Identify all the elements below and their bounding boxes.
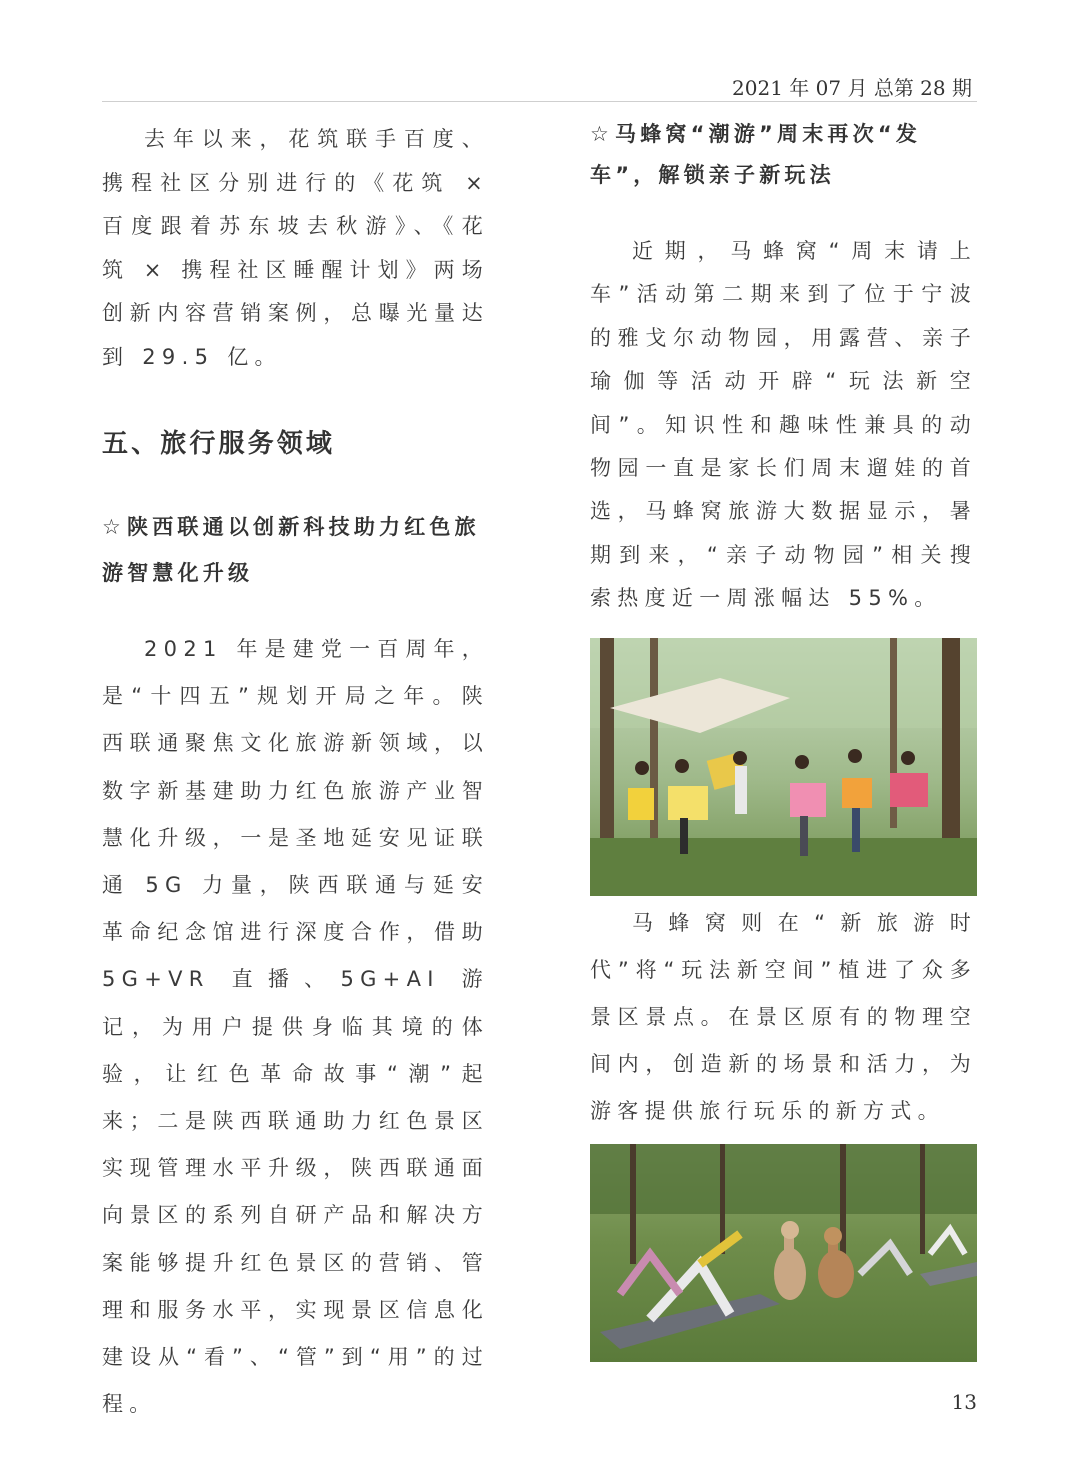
subtitle-mafengwo: [590, 114, 977, 196]
photo-kids-with-drawings: [590, 638, 977, 896]
subtitle-shaanxi-unicom: [102, 504, 489, 596]
photo-yoga-with-alpacas: [590, 1144, 977, 1362]
star-icon: ☆: [590, 122, 614, 146]
issue-header: 2021 年 07 月 总第 28 期: [732, 76, 972, 100]
subtitle-text: 马蜂窝“潮游”周末再次“发车”，解锁亲子新玩法: [590, 122, 922, 187]
header-rule: [102, 101, 977, 102]
page-number: 13: [951, 1390, 977, 1414]
left-column: [102, 118, 489, 1428]
right-column: [590, 114, 977, 621]
paragraph-mafengwo-new-travel: 马蜂窝则在“新旅游时代”将“玩法新空间”植进了众多景区景点。在景区原有的物理空间内，创造新的场景和活力，为游客提供旅行玩乐的新方式。: [590, 911, 977, 1123]
right-column-lower: [590, 900, 977, 1135]
section-title: 五、旅行服务领域: [102, 429, 335, 459]
subtitle-text: 陕西联通以创新科技助力红色旅游智慧化升级: [102, 515, 480, 585]
paragraph-mafengwo-zoo: 近期，马蜂窝“周末请上车”活动第二期来到了位于宁波的雅戈尔动物园，用露营、亲子瑜伽等活动开辟“玩法新空间”。知识性和趣味性兼具的动物园一直是家长们周末遛娃的首选，马蜂窝旅游大数据显示，暑期到来，“亲子动物园”相关搜索热度近一周涨幅达 55%。: [590, 239, 977, 611]
paragraph-huazhu: 去年以来，花筑联手百度、携程社区分别进行的《花筑 × 百度跟着苏东坡去秋游》、《花筑 × 携程社区睡醒计划》两场创新内容营销案例，总曝光量达到 29.5 亿。: [102, 127, 489, 369]
paragraph-shaanxi-unicom: 2021 年是建党一百周年，是“十四五”规划开局之年。陕西联通聚焦文化旅游新领域，以数字新基建助力红色旅游产业智慧化升级，一是圣地延安见证联通 5G 力量，陕西联通与延安革命纪念馆进行深度合作，借助 5G+VR 直播、5G+AI 游记，为用户提供身临其境的体验，让红色革命故事“潮”起来；二是陕西联通助力红色景区实现管理水平升级，陕西联通面向景区的系列自研产品和解决方案能够提升红色景区的营销、管理和服务水平，实现景区信息化建设从“看”、“管”到“用”的过程。: [102, 637, 489, 1417]
star-icon: ☆: [102, 515, 126, 539]
